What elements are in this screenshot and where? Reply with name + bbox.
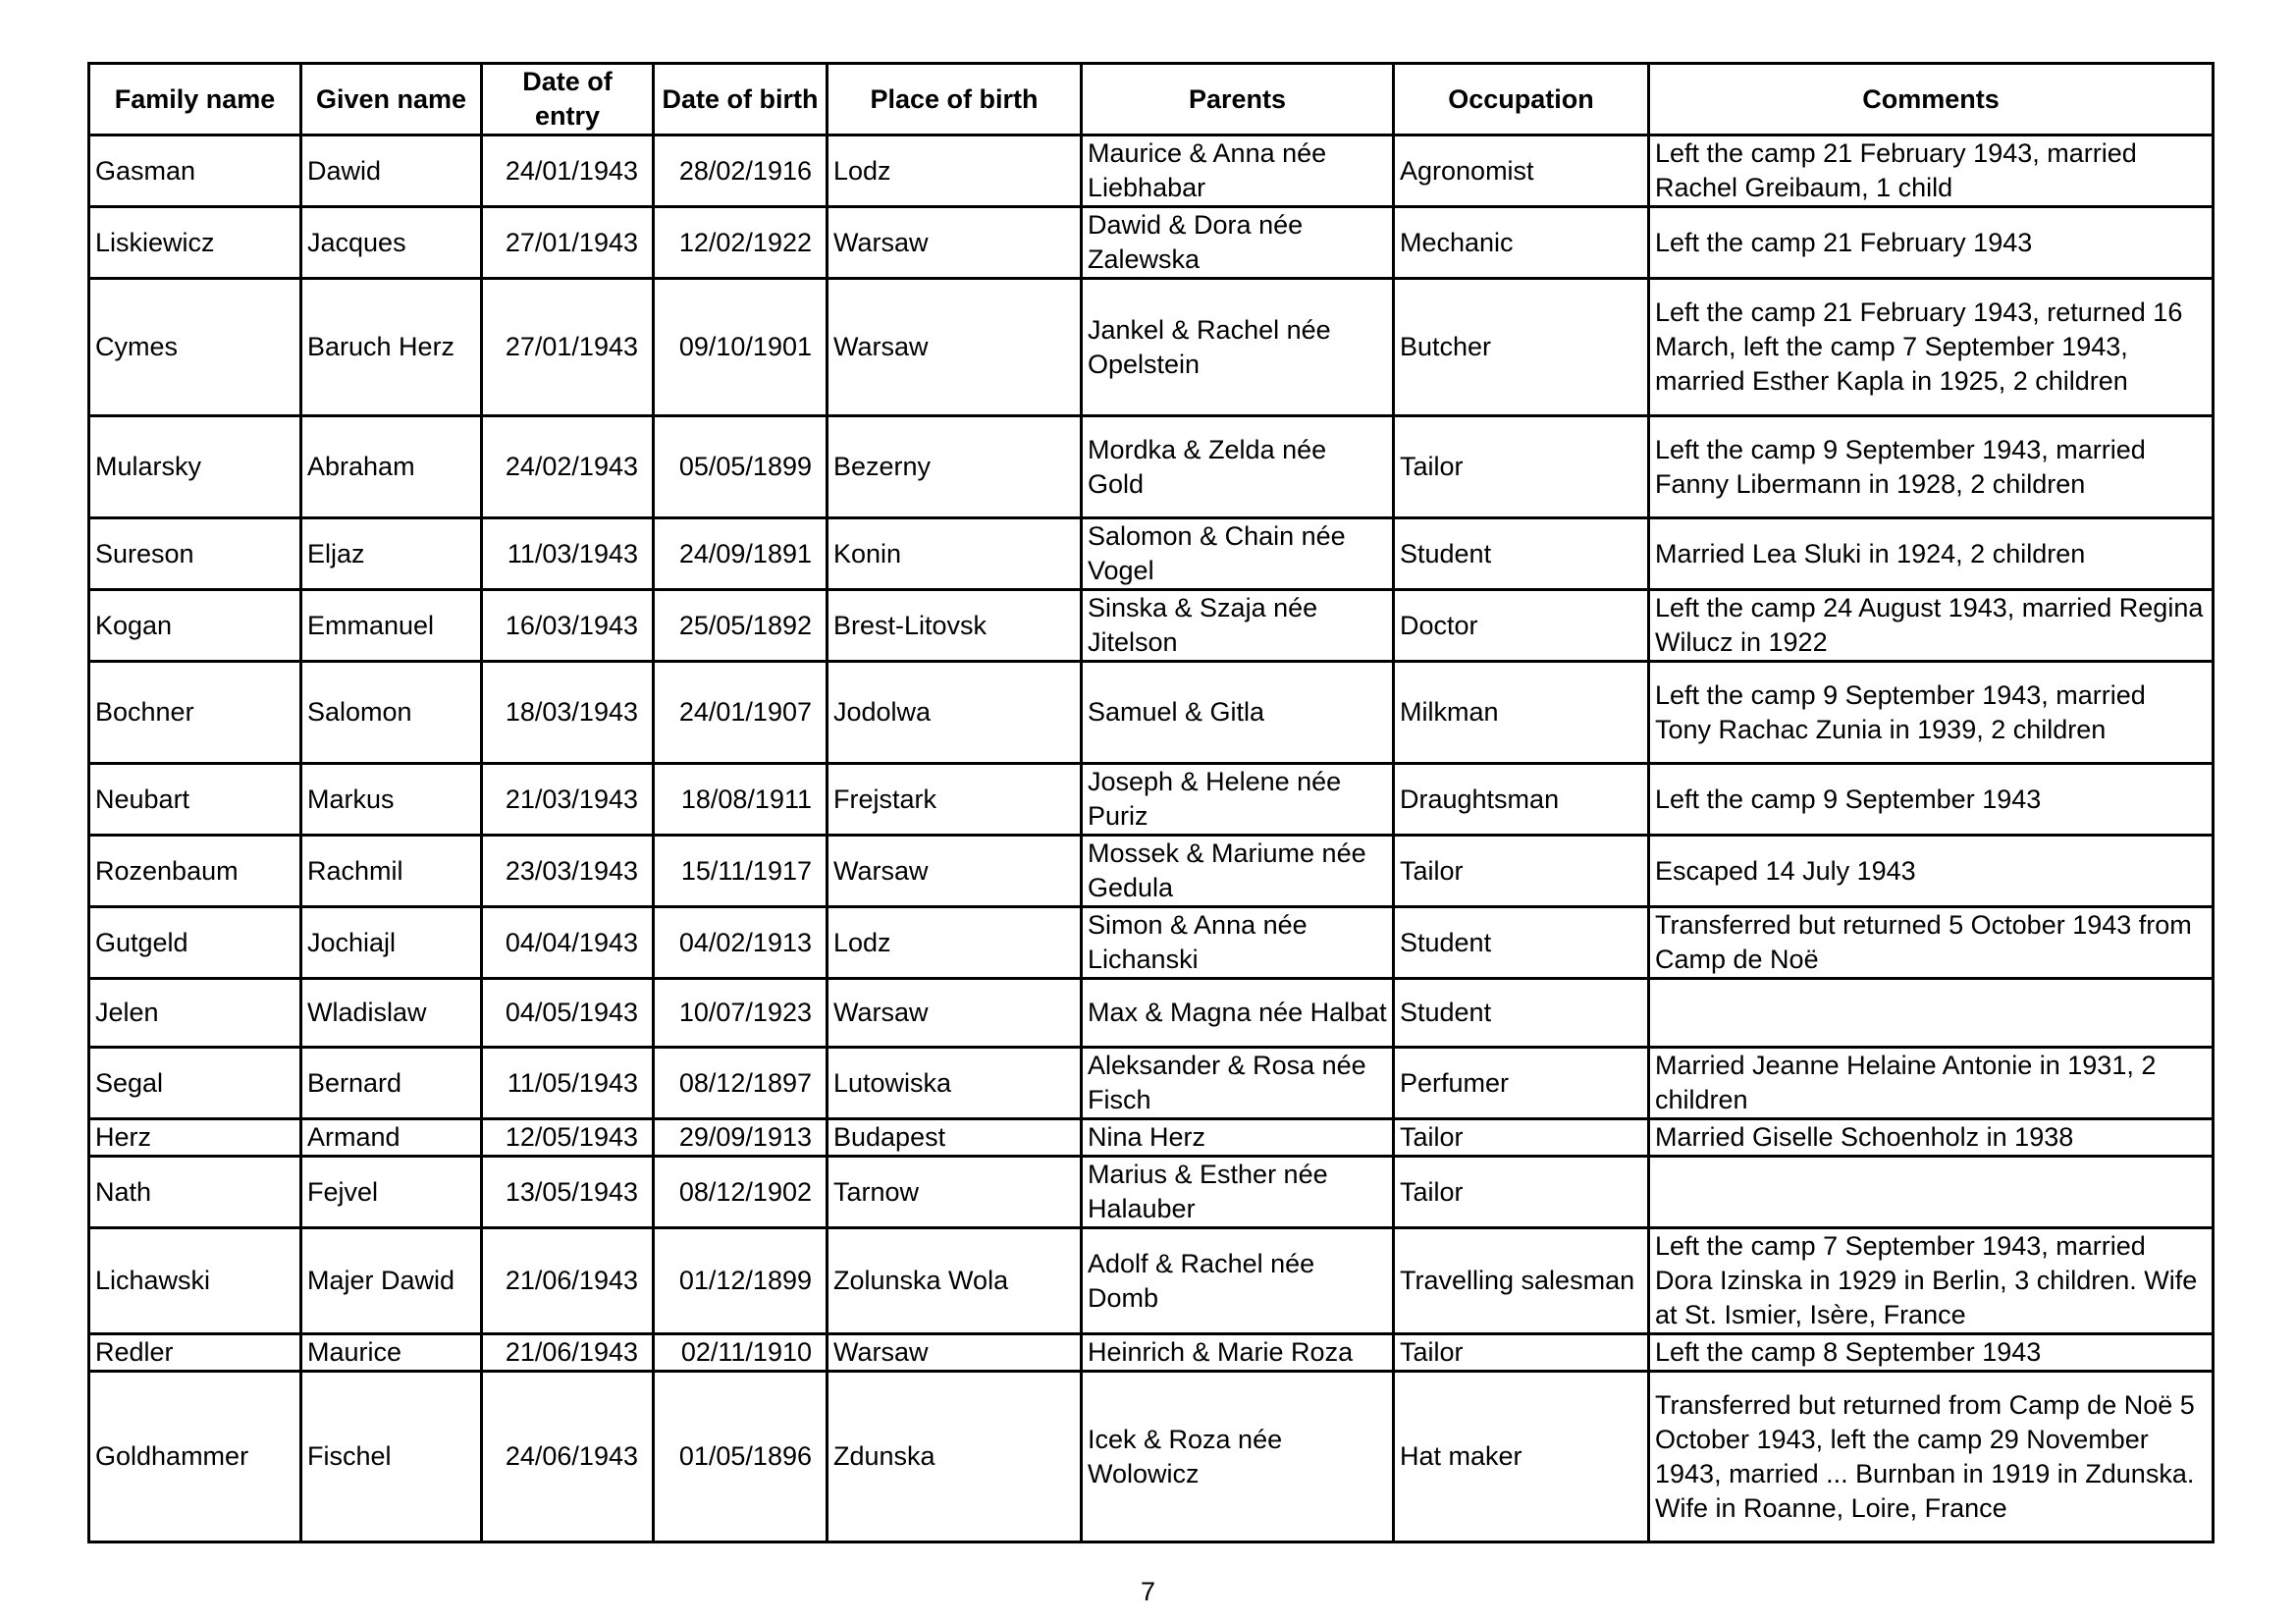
date-of-entry-cell: 24/02/1943 xyxy=(482,416,654,518)
date-of-birth-cell: 18/08/1911 xyxy=(654,764,828,836)
parents-cell: Maurice & Anna née Liebhabar xyxy=(1082,135,1394,207)
occupation-cell: Student xyxy=(1394,979,1649,1048)
parents-cell: Dawid & Dora née Zalewska xyxy=(1082,207,1394,279)
date-of-entry-cell: 04/05/1943 xyxy=(482,979,654,1048)
occupation-cell: Agronomist xyxy=(1394,135,1649,207)
occupation-cell: Tailor xyxy=(1394,416,1649,518)
occupation-cell: Butcher xyxy=(1394,279,1649,416)
place-of-birth-cell: Lodz xyxy=(828,907,1082,979)
date-of-entry-cell: 04/04/1943 xyxy=(482,907,654,979)
place-of-birth-cell: Warsaw xyxy=(828,279,1082,416)
table-row xyxy=(89,836,2214,907)
date-of-entry-cell: 24/06/1943 xyxy=(482,1372,654,1542)
family-name-cell: Neubart xyxy=(89,764,301,836)
table-row xyxy=(89,207,2214,279)
column-header: Date of birth xyxy=(654,64,828,135)
comments-cell: Left the camp 9 September 1943, married Fanny Libermann in 1928, 2 children xyxy=(1649,416,2214,518)
place-of-birth-cell: Frejstark xyxy=(828,764,1082,836)
occupation-cell: Student xyxy=(1394,907,1649,979)
place-of-birth-cell: Jodolwa xyxy=(828,662,1082,764)
date-of-birth-cell: 01/12/1899 xyxy=(654,1228,828,1334)
occupation-cell: Tailor xyxy=(1394,1119,1649,1157)
family-name-cell: Mularsky xyxy=(89,416,301,518)
parents-cell: Salomon & Chain née Vogel xyxy=(1082,518,1394,590)
date-of-entry-cell: 27/01/1943 xyxy=(482,207,654,279)
parents-cell: Sinska & Szaja née Jitelson xyxy=(1082,590,1394,662)
comments-cell: Left the camp 9 September 1943 xyxy=(1649,764,2214,836)
date-of-birth-cell: 02/11/1910 xyxy=(654,1334,828,1372)
table-row xyxy=(89,662,2214,764)
comments-cell xyxy=(1649,979,2214,1048)
date-of-entry-cell: 24/01/1943 xyxy=(482,135,654,207)
parents-cell: Mossek & Mariume née Gedula xyxy=(1082,836,1394,907)
given-name-cell: Emmanuel xyxy=(301,590,482,662)
table-row xyxy=(89,279,2214,416)
family-name-cell: Rozenbaum xyxy=(89,836,301,907)
given-name-cell: Markus xyxy=(301,764,482,836)
occupation-cell: Doctor xyxy=(1394,590,1649,662)
date-of-entry-cell: 13/05/1943 xyxy=(482,1157,654,1228)
occupation-cell: Tailor xyxy=(1394,836,1649,907)
table-body xyxy=(89,135,2214,1542)
date-of-birth-cell: 04/02/1913 xyxy=(654,907,828,979)
register-table xyxy=(87,62,2215,1543)
date-of-entry-cell: 21/06/1943 xyxy=(482,1228,654,1334)
given-name-cell: Eljaz xyxy=(301,518,482,590)
column-header: Place of birth xyxy=(828,64,1082,135)
family-name-cell: Nath xyxy=(89,1157,301,1228)
table-row xyxy=(89,1372,2214,1542)
comments-cell xyxy=(1649,1157,2214,1228)
comments-cell: Left the camp 9 September 1943, married Tony Rachac Zunia in 1939, 2 children xyxy=(1649,662,2214,764)
date-of-birth-cell: 08/12/1897 xyxy=(654,1048,828,1119)
family-name-cell: Gasman xyxy=(89,135,301,207)
family-name-cell: Segal xyxy=(89,1048,301,1119)
date-of-birth-cell: 09/10/1901 xyxy=(654,279,828,416)
date-of-entry-cell: 11/05/1943 xyxy=(482,1048,654,1119)
comments-cell: Transferred but returned from Camp de Noë 5 October 1943, left the camp 29 November 1943, married ... Burnban in 1919 in Zdunska. Wife in Roanne, Loire, France xyxy=(1649,1372,2214,1542)
place-of-birth-cell: Warsaw xyxy=(828,1334,1082,1372)
date-of-entry-cell: 18/03/1943 xyxy=(482,662,654,764)
parents-cell: Aleksander & Rosa née Fisch xyxy=(1082,1048,1394,1119)
occupation-cell: Mechanic xyxy=(1394,207,1649,279)
table-row xyxy=(89,907,2214,979)
date-of-birth-cell: 28/02/1916 xyxy=(654,135,828,207)
family-name-cell: Lichawski xyxy=(89,1228,301,1334)
occupation-cell: Milkman xyxy=(1394,662,1649,764)
given-name-cell: Armand xyxy=(301,1119,482,1157)
place-of-birth-cell: Bezerny xyxy=(828,416,1082,518)
date-of-entry-cell: 11/03/1943 xyxy=(482,518,654,590)
place-of-birth-cell: Lutowiska xyxy=(828,1048,1082,1119)
given-name-cell: Abraham xyxy=(301,416,482,518)
table-row xyxy=(89,764,2214,836)
occupation-cell: Perfumer xyxy=(1394,1048,1649,1119)
parents-cell: Simon & Anna née Lichanski xyxy=(1082,907,1394,979)
parents-cell: Heinrich & Marie Roza xyxy=(1082,1334,1394,1372)
family-name-cell: Bochner xyxy=(89,662,301,764)
parents-cell: Adolf & Rachel née Domb xyxy=(1082,1228,1394,1334)
table-row xyxy=(89,1048,2214,1119)
given-name-cell: Maurice xyxy=(301,1334,482,1372)
given-name-cell: Baruch Herz xyxy=(301,279,482,416)
table-row xyxy=(89,1228,2214,1334)
family-name-cell: Jelen xyxy=(89,979,301,1048)
given-name-cell: Majer Dawid xyxy=(301,1228,482,1334)
page-number: 7 xyxy=(1140,1577,1156,1606)
given-name-cell: Salomon xyxy=(301,662,482,764)
comments-cell: Left the camp 21 February 1943, married Rachel Greibaum, 1 child xyxy=(1649,135,2214,207)
place-of-birth-cell: Budapest xyxy=(828,1119,1082,1157)
place-of-birth-cell: Zolunska Wola xyxy=(828,1228,1082,1334)
date-of-birth-cell: 10/07/1923 xyxy=(654,979,828,1048)
date-of-entry-cell: 23/03/1943 xyxy=(482,836,654,907)
table-row xyxy=(89,518,2214,590)
date-of-birth-cell: 12/02/1922 xyxy=(654,207,828,279)
place-of-birth-cell: Zdunska xyxy=(828,1372,1082,1542)
comments-cell: Escaped 14 July 1943 xyxy=(1649,836,2214,907)
comments-cell: Transferred but returned 5 October 1943 from Camp de Noë xyxy=(1649,907,2214,979)
date-of-birth-cell: 24/01/1907 xyxy=(654,662,828,764)
date-of-entry-cell: 12/05/1943 xyxy=(482,1119,654,1157)
comments-cell: Married Jeanne Helaine Antonie in 1931, 2 children xyxy=(1649,1048,2214,1119)
date-of-birth-cell: 01/05/1896 xyxy=(654,1372,828,1542)
date-of-entry-cell: 16/03/1943 xyxy=(482,590,654,662)
column-header: Date of entry xyxy=(482,64,654,135)
occupation-cell: Student xyxy=(1394,518,1649,590)
table-row xyxy=(89,416,2214,518)
comments-cell: Left the camp 21 February 1943, returned 16 March, left the camp 7 September 1943, married Esther Kapla in 1925, 2 children xyxy=(1649,279,2214,416)
given-name-cell: Dawid xyxy=(301,135,482,207)
occupation-cell: Draughtsman xyxy=(1394,764,1649,836)
date-of-entry-cell: 21/03/1943 xyxy=(482,764,654,836)
table-row xyxy=(89,1157,2214,1228)
place-of-birth-cell: Warsaw xyxy=(828,836,1082,907)
family-name-cell: Gutgeld xyxy=(89,907,301,979)
occupation-cell: Tailor xyxy=(1394,1334,1649,1372)
parents-cell: Joseph & Helene née Puriz xyxy=(1082,764,1394,836)
comments-cell: Left the camp 7 September 1943, married Dora Izinska in 1929 in Berlin, 3 children. Wife at St. Ismier, Isère, France xyxy=(1649,1228,2214,1334)
date-of-birth-cell: 08/12/1902 xyxy=(654,1157,828,1228)
given-name-cell: Fejvel xyxy=(301,1157,482,1228)
place-of-birth-cell: Konin xyxy=(828,518,1082,590)
parents-cell: Mordka & Zelda née Gold xyxy=(1082,416,1394,518)
parents-cell: Marius & Esther née Halauber xyxy=(1082,1157,1394,1228)
given-name-cell: Rachmil xyxy=(301,836,482,907)
comments-cell: Married Lea Sluki in 1924, 2 children xyxy=(1649,518,2214,590)
parents-cell: Jankel & Rachel née Opelstein xyxy=(1082,279,1394,416)
table-row xyxy=(89,1119,2214,1157)
comments-cell: Left the camp 24 August 1943, married Regina Wilucz in 1922 xyxy=(1649,590,2214,662)
date-of-entry-cell: 27/01/1943 xyxy=(482,279,654,416)
place-of-birth-cell: Warsaw xyxy=(828,979,1082,1048)
date-of-birth-cell: 15/11/1917 xyxy=(654,836,828,907)
date-of-birth-cell: 24/09/1891 xyxy=(654,518,828,590)
family-name-cell: Goldhammer xyxy=(89,1372,301,1542)
date-of-entry-cell: 21/06/1943 xyxy=(482,1334,654,1372)
table-row xyxy=(89,135,2214,207)
family-name-cell: Sureson xyxy=(89,518,301,590)
table-row xyxy=(89,979,2214,1048)
given-name-cell: Jacques xyxy=(301,207,482,279)
column-header: Parents xyxy=(1082,64,1394,135)
occupation-cell: Tailor xyxy=(1394,1157,1649,1228)
family-name-cell: Herz xyxy=(89,1119,301,1157)
parents-cell: Samuel & Gitla xyxy=(1082,662,1394,764)
given-name-cell: Fischel xyxy=(301,1372,482,1542)
place-of-birth-cell: Brest-Litovsk xyxy=(828,590,1082,662)
column-header: Family name xyxy=(89,64,301,135)
parents-cell: Nina Herz xyxy=(1082,1119,1394,1157)
date-of-birth-cell: 25/05/1892 xyxy=(654,590,828,662)
column-header: Comments xyxy=(1649,64,2214,135)
place-of-birth-cell: Lodz xyxy=(828,135,1082,207)
column-header: Occupation xyxy=(1394,64,1649,135)
occupation-cell: Hat maker xyxy=(1394,1372,1649,1542)
given-name-cell: Bernard xyxy=(301,1048,482,1119)
family-name-cell: Redler xyxy=(89,1334,301,1372)
family-name-cell: Cymes xyxy=(89,279,301,416)
comments-cell: Left the camp 21 February 1943 xyxy=(1649,207,2214,279)
comments-cell: Left the camp 8 September 1943 xyxy=(1649,1334,2214,1372)
date-of-birth-cell: 05/05/1899 xyxy=(654,416,828,518)
place-of-birth-cell: Warsaw xyxy=(828,207,1082,279)
comments-cell: Married Giselle Schoenholz in 1938 xyxy=(1649,1119,2214,1157)
family-name-cell: Kogan xyxy=(89,590,301,662)
date-of-birth-cell: 29/09/1913 xyxy=(654,1119,828,1157)
column-header: Given name xyxy=(301,64,482,135)
place-of-birth-cell: Tarnow xyxy=(828,1157,1082,1228)
table-row xyxy=(89,1334,2214,1372)
parents-cell: Max & Magna née Halbat xyxy=(1082,979,1394,1048)
family-name-cell: Liskiewicz xyxy=(89,207,301,279)
table-row xyxy=(89,590,2214,662)
given-name-cell: Wladislaw xyxy=(301,979,482,1048)
given-name-cell: Jochiajl xyxy=(301,907,482,979)
occupation-cell: Travelling salesman xyxy=(1394,1228,1649,1334)
header-row xyxy=(89,64,2214,135)
parents-cell: Icek & Roza née Wolowicz xyxy=(1082,1372,1394,1542)
